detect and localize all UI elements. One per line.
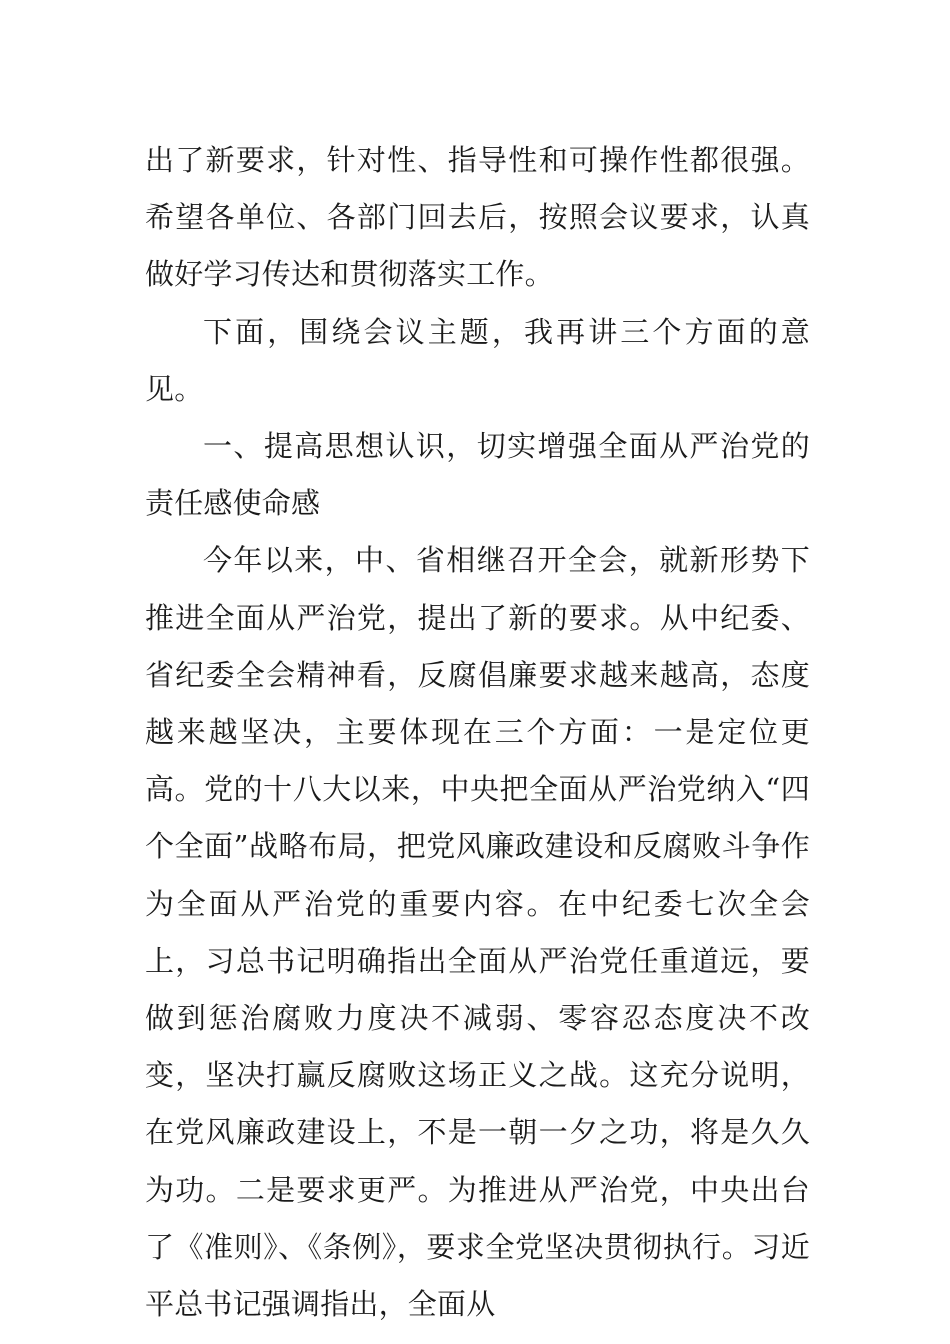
paragraph-body: 今年以来，中、省相继召开全会，就新形势下推进全面从严治党，提出了新的要求。从中纪委、省纪委全会精神看，反腐倡廉要求越来越高，态度越来越坚决，主要体现在三个方面：一是定位更高。党的十八大以来，中央把全面从严治党纳入“四个全面”战略布局，把党风廉政建设和反腐败斗争作为全面从严治党的重要内容。在中纪委七次全会上，习总书记明确指出全面从严治党任重道远，要做到惩治腐败力度决不减弱、零容忍态度决不改变，坚决打赢反腐败这场正义之战。这充分说明，在党风廉政建设上，不是一朝一夕之功，将是久久为功。二是要求更严。为推进从严治党，中央出台了《准则》、《条例》，要求全党坚决贯彻执行。习近平总书记强调指出，全面从: [145, 543, 810, 1322]
section-heading: 一、提高思想认识，切实增强全面从严治党的责任感使命感: [145, 429, 810, 521]
paragraph-continuation: 出了新要求，针对性、指导性和可操作性都很强。希望各单位、各部门回去后，按照会议要求，认真做好学习传达和贯彻落实工作。: [145, 143, 810, 292]
paragraph-intro: 下面，围绕会议主题，我再讲三个方面的意见。: [145, 314, 810, 406]
document-body: [145, 132, 810, 1333]
